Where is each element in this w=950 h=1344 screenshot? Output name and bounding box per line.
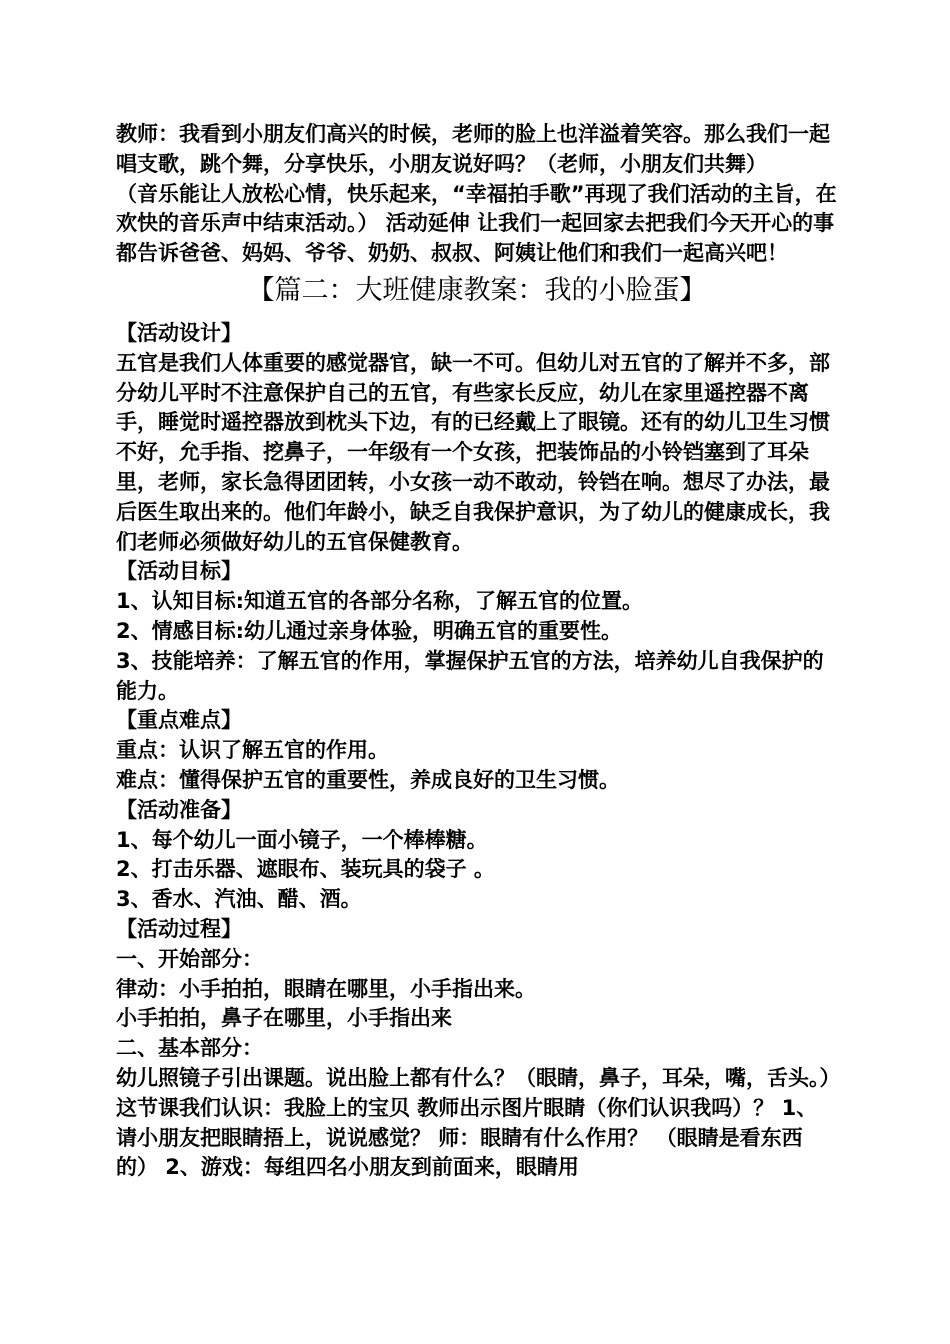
mirror-paragraph: 幼儿照镜子引出课题。说出脸上都有什么？（眼睛，鼻子，耳朵，嘴，舌头。） xyxy=(116,1065,841,1090)
goal-item-2: 2、情感目标:幼儿通过亲身体验，明确五官的重要性。 xyxy=(116,618,623,643)
rhythm-line-2: 小手拍拍，鼻子在哪里，小手指出来 xyxy=(116,1006,452,1031)
preparation-heading: 【活动准备】 xyxy=(116,797,242,822)
document-page xyxy=(116,120,841,1183)
teacher-speech-paragraph: 教师：我看到小朋友们高兴的时候，老师的脸上也洋溢着笑容。那么我们一起唱支歌，跳个舞，分享快乐，小朋友说好吗？（老师，小朋友们共舞） xyxy=(116,122,830,176)
key-point-difficulty: 难点：懂得保护五官的重要性，养成良好的卫生习惯。 xyxy=(116,767,620,792)
key-points-heading: 【重点难点】 xyxy=(116,708,242,733)
process-part2-title: 二、基本部分： xyxy=(116,1036,263,1061)
article-title: 【篇二：大班健康教案：我的小脸蛋】 xyxy=(247,274,707,306)
process-heading: 【活动过程】 xyxy=(116,916,242,941)
goal-item-3: 3、技能培养：了解五官的作用，掌握保护五官的方法，培养幼儿自我保护的能力。 xyxy=(116,648,824,703)
goals-heading: 【活动目标】 xyxy=(116,559,242,584)
design-heading: 【活动设计】 xyxy=(116,320,242,345)
music-note-paragraph: （音乐能让人放松心情，快乐起来，“幸福拍手歌”再现了我们活动的主旨，在欢快的音乐声中结束活动。） 活动延伸 让我们一起回家去把我们今天开心的事都告诉爸爸、妈妈、爷爷、奶奶、叔叔、阿姨让他们和我们一起高兴吧！ xyxy=(116,181,837,266)
rhythm-line-1: 律动：小手拍拍，眼睛在哪里，小手指出来。 xyxy=(116,976,536,1001)
preparation-item-3: 3、香水、汽油、醋、酒。 xyxy=(116,887,362,912)
preparation-item-1: 1、每个幼儿一面小镜子，一个棒棒糖。 xyxy=(116,827,488,852)
lesson-paragraph: 这节课我们认识：我脸上的宝贝 教师出示图片眼睛（你们认识我吗）？ 1、请小朋友把眼睛捂上，说说感觉？ 师：眼睛有什么作用？ （眼睛是看东西的） 2、游戏：每组四名小朋友到前面来，眼睛用 xyxy=(116,1095,818,1180)
preparation-item-2: 2、打击乐器、遮眼布、装玩具的袋子 。 xyxy=(116,857,495,882)
goal-item-1: 1、认知目标:知道五官的各部分名称，了解五官的位置。 xyxy=(116,589,644,614)
process-part1-title: 一、开始部分： xyxy=(116,946,263,971)
key-point-focus: 重点：认识了解五官的作用。 xyxy=(116,738,389,763)
design-paragraph: 五官是我们人体重要的感觉器官，缺一不可。但幼儿对五官的了解并不多，部分幼儿平时不注意保护自己的五官，有些家长反应，幼儿在家里遥控器不离手，睡觉时遥控器放到枕头下边，有的已经戴上了眼镜。还有的幼儿卫生习惯不好，允手指、挖鼻子，一年级有一个女孩，把装饰品的小铃铛塞到了耳朵里，老师，家长急得团团转，小女孩一动不敢动，铃铛在响。想尽了办法，最后医生取出来的。他们年龄小，缺乏自我保护意识，为了幼儿的健康成长，我们老师必须做好幼儿的五官保健教育。 xyxy=(116,350,830,554)
